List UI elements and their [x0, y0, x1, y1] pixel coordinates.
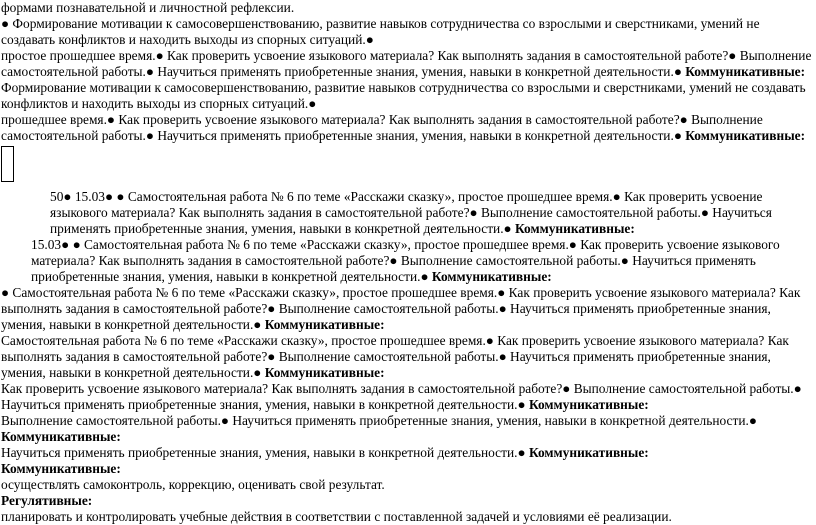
- body-text: планировать и контролировать учебные действия в соответствии с поставленной задачей и условиями её реализации.: [1, 509, 672, 524]
- paragraph-p04: [0, 112, 814, 144]
- body-text: Выполнение самостоятельной работы.● Научиться применять приобретенные знания, умения, навыки в конкретной деятельности.●: [1, 413, 757, 428]
- paragraph-p12: [0, 461, 814, 477]
- body-text: простое прошедшее время.● Как проверить усвоение языкового материала? Как выполнять задания в самостоятельной работе?● Выполнение самостоятельной работы.● Научиться применять приобретенные знания, умения, навыки в конкретной деятельности.●: [1, 48, 812, 79]
- paragraph-p15: [0, 509, 814, 525]
- body-text: прошедшее время.● Как проверить усвоение языкового материала? Как выполнять задания в самостоятельной работе?● Выполнение самостоятельной работы.● Научиться применять приобретенные знания, умения, навыки в конкретной деятельности.●: [1, 112, 763, 143]
- bold-heading-text: Коммуникативные:: [685, 128, 806, 143]
- bold-heading-text: Коммуникативные:: [685, 64, 806, 79]
- body-text: Научиться применять приобретенные знания, умения, навыки в конкретной деятельности.●: [1, 445, 529, 460]
- bold-heading-text: Регулятивные:: [1, 493, 93, 508]
- paragraph-p01: [0, 0, 814, 16]
- body-text: Как проверить усвоение языкового материала? Как выполнять задания в самостоятельной работе?● Выполнение самостоятельной работы.● Научиться применять приобретенные знания, умения, навыки в конкретной деятельности.●: [1, 381, 802, 412]
- bold-heading-text: Коммуникативные:: [528, 397, 649, 412]
- spacer: [0, 182, 814, 189]
- bold-heading-text: Коммуникативные:: [1, 461, 121, 476]
- body-text: Формирование мотивации к самосовершенствованию, развитие навыков сотрудничества со взрослыми и сверстниками, умений не создавать конфликтов и находить выходы из спорных ситуаций.●: [1, 80, 806, 111]
- paragraph-p13: [0, 477, 814, 493]
- bold-heading-text: Коммуникативные:: [1, 429, 121, 444]
- body-text: Самостоятельная работа № 6 по теме «Расскажи сказку», простое прошедшее время.● Как проверить усвоение языкового материала? Как выполнять задания в самостоятельной работе?● Выполнение самостоятельной работы.● Научиться применять приобретенные знания, умения, навыки в конкретной деятельности.●: [1, 333, 789, 380]
- paragraph-p08: [0, 333, 814, 381]
- body-text: формами познавательной и личностной рефлексии.: [1, 0, 295, 15]
- paragraph-p02: [0, 16, 814, 48]
- body-text: осуществлять самоконтроль, коррекцию, оценивать свой результат.: [1, 477, 385, 492]
- bold-heading-text: Коммуникативные:: [264, 317, 385, 332]
- paragraph-p09: [0, 381, 814, 413]
- bold-heading-text: Коммуникативные:: [515, 221, 635, 236]
- paragraph-p11: [0, 445, 814, 461]
- paragraph-p07: [0, 285, 814, 333]
- bold-heading-text: Коммуникативные:: [528, 445, 649, 460]
- paragraph-p10: [0, 413, 814, 445]
- paragraph-p14: [0, 493, 814, 509]
- bold-heading-text: Коммуникативные:: [264, 365, 385, 380]
- body-text: 15.03● ● Самостоятельная работа № 6 по теме «Расскажи сказку», простое прошедшее время.● Как проверить усвоение языкового материала? Как выполнять задания в самостоятельной работе?● Выполнение самостоятельной работы.● Научиться применять приобретенные знания, умения, навыки в конкретной деятельности.●: [31, 237, 780, 284]
- body-text: ● Формирование мотивации к самосовершенствованию, развитие навыков сотрудничества со взрослыми и сверстниками, умений не создавать конфликтов и находить выходы из спорных ситуаций.●: [1, 16, 760, 47]
- empty-frame-box: [1, 146, 14, 182]
- paragraph-p06: [0, 237, 814, 285]
- body-text: ● Самостоятельная работа № 6 по теме «Расскажи сказку», простое прошедшее время.● Как проверить усвоение языкового материала? Как выполнять задания в самостоятельной работе?● Выполнение самостоятельной работы.● Научиться применять приобретенные знания, умения, навыки в конкретной деятельности.●: [1, 285, 801, 332]
- paragraph-p03: [0, 48, 814, 112]
- paragraph-p05: [0, 189, 814, 237]
- body-text: 50● 15.03● ● Самостоятельная работа № 6 по теме «Расскажи сказку», простое прошедшее время.● Как проверить усвоение языкового материала? Как выполнять задания в самостоятельной работе?● Выполнение самостоятельной работы.● Научиться применять приобретенные знания, умения, навыки в конкретной деятельности.●: [50, 189, 772, 236]
- bold-heading-text: Коммуникативные:: [431, 269, 552, 284]
